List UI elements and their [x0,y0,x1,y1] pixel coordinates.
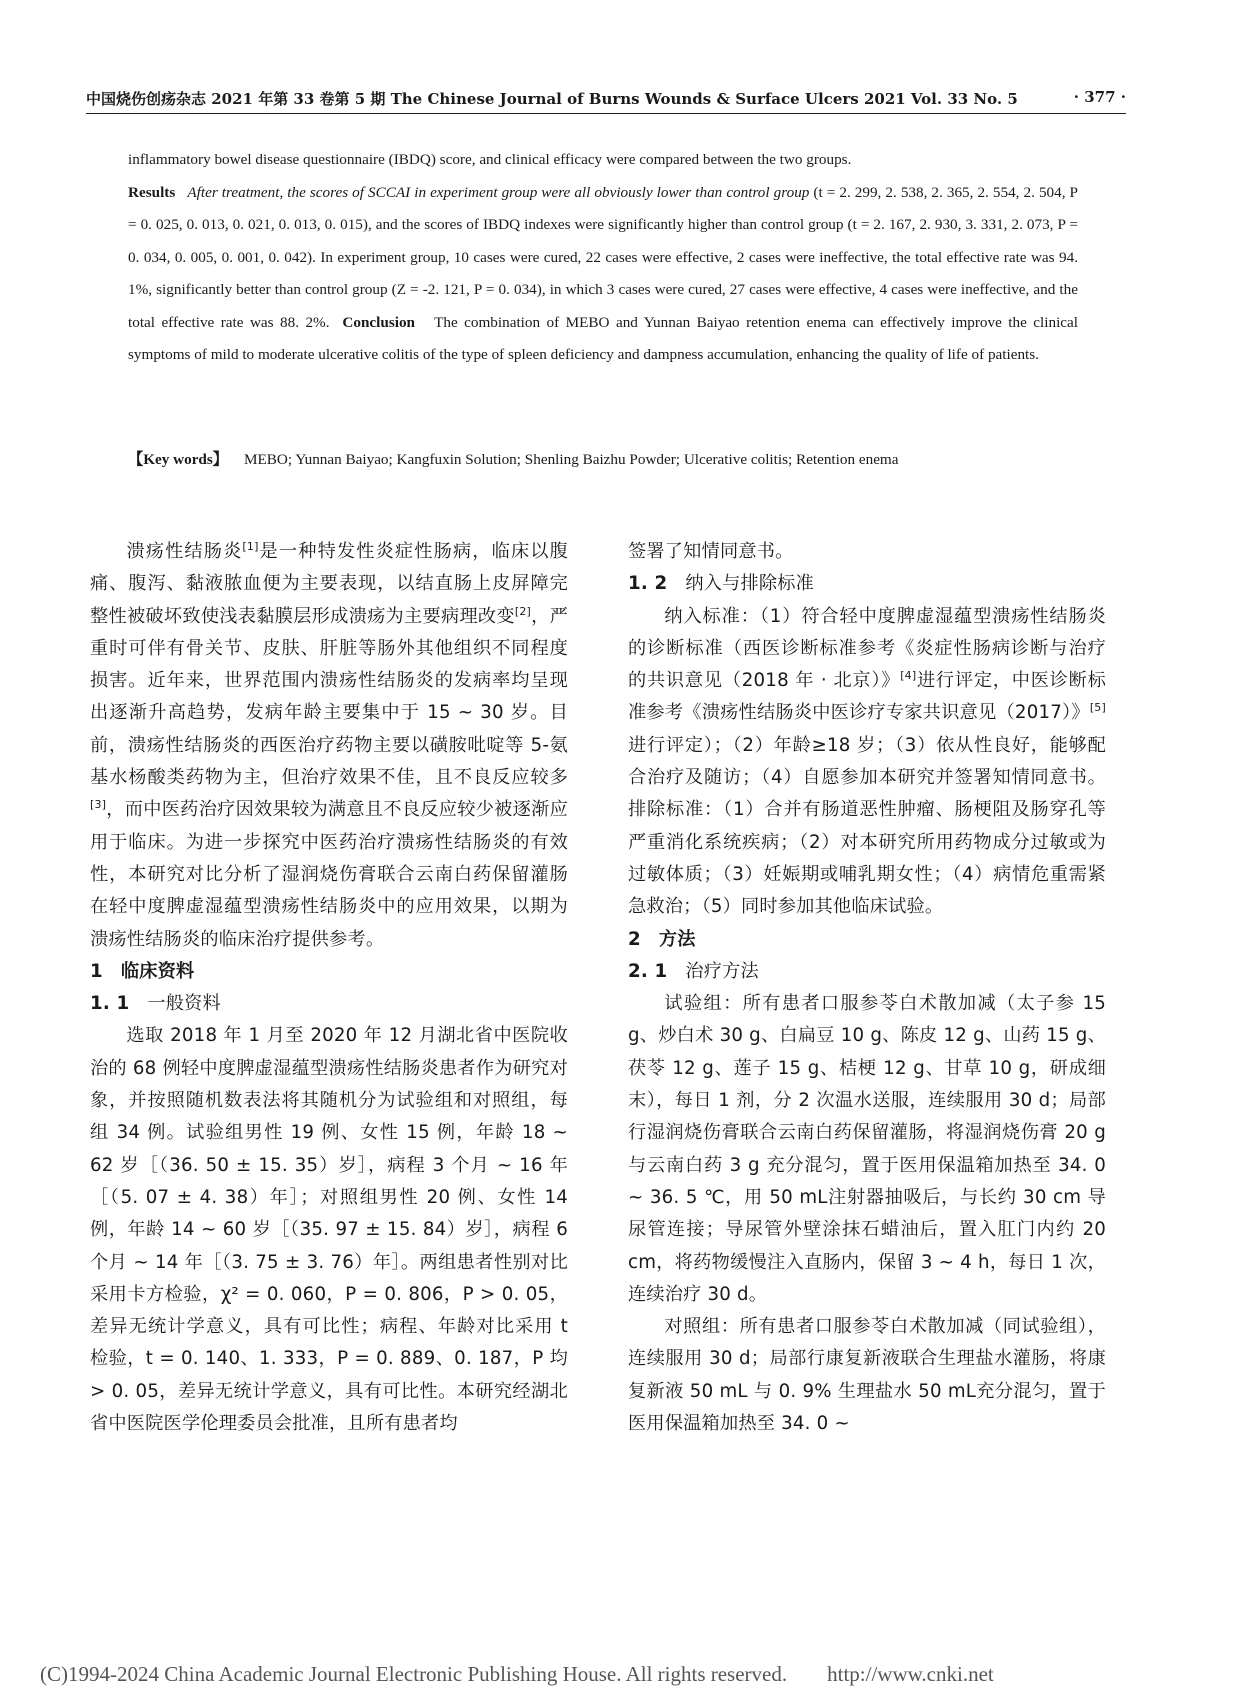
conclusion-text: The combination of MEBO and Yunnan Baiyao retention enema can effectively improve the clinical symptoms of mild to moderate ulcerative colitis of the type of spleen deficiency and dampness accumulation, enhancing the quality of life of patients. [128,313,1079,363]
control-group-paragraph: 对照组：所有患者口服参苓白术散加减（同试验组），连续服用 30 d；局部行康复新液联合生理盐水灌肠，将康复新液 50 mL 与 0. 9% 生理盐水 50 mL充分混匀，置于医用保温箱加热至 34. 0 ~ [628,1316,1106,1435]
citation-5: [5] [1089,701,1106,715]
section-heading-1: 1 临床资料 [90,960,195,982]
copyright-text: (C)1994-2024 China Academic Journal Electronic Publishing House. All rights reserved. [40,1662,788,1686]
footer-url[interactable]: http://www.cnki.net [827,1662,994,1686]
section-heading-2-1: 2. 1 治疗方法 [628,960,759,982]
section-heading-1-2: 1. 2 纳入与排除标准 [628,573,815,595]
intro-paragraph: 溃疡性结肠炎[1]是一种特发性炎症性肠病，临床以腹痛、腹泻、黏液脓血便为主要表现，以结直肠上皮屏障完整性被破坏致使浅表黏膜层形成溃疡为主要病理改变[2]，严重时可伴有骨关节、皮肤、肝脏等肠外其他组织不同程度损害。近年来，世界范围内溃疡性结肠炎的发病率均呈现出逐渐升高趋势，发病年龄主要集中于 15 ~ 30 岁。目前，溃疡性结肠炎的西医治疗药物主要以磺胺吡啶等 5-氨基水杨酸类药物为主，但治疗效果不佳，且不良反应较多[3]，而中医药治疗因效果较为满意且不良反应较少被逐渐应用于临床。为进一步探究中医药治疗溃疡性结肠炎的有效性，本研究对比分析了湿润烧伤膏联合云南白药保留灌肠在轻中度脾虚湿蕴型溃疡性结肠炎中的应用效果，以期为溃疡性结肠炎的临床治疗提供参考。 [90,539,569,950]
continued-paragraph: 签署了知情同意书。 [628,541,794,562]
running-header [86,86,1126,114]
right-column [628,536,1106,1440]
keywords-label: 【Key words】 [128,451,228,468]
section-heading-1-1: 1. 1 一般资料 [90,993,221,1015]
journal-citation: 中国烧伤创疡杂志 2021 年第 33 卷第 5 期 The Chinese Journal of Burns Wounds & Surface Ulcers 2021 Vol. 33 No. 5 [86,90,1018,108]
criteria-paragraph: 纳入标准：（1）符合轻中度脾虚湿蕴型溃疡性结肠炎的诊断标准（西医诊断标准参考《炎症性肠病诊断与治疗的共识意见（2018 年 · 北京）》[4]进行评定，中医诊断标准参考《溃疡性结肠炎中医诊疗专家共识意见（2017）》[5]进行评定）；（2）年龄≥18 岁；（3）依从性良好，能够配合治疗及随访；（4）自愿参加本研究并签署知情同意书。排除标准：（1）合并有肠道恶性肿瘤、肠梗阻及肠穿孔等严重消化系统疾病；（2）对本研究所用药物成分过敏或为过敏体质；（3）妊娠期或哺乳期女性；（4）病情危重需紧急救治；（5）同时参加其他临床试验。 [628,605,1106,918]
experiment-group-paragraph: 试验组：所有患者口服参苓白术散加减（太子参 15 g、炒白术 30 g、白扁豆 10 g、陈皮 12 g、山药 15 g、茯苓 12 g、莲子 15 g、桔梗 12 g、甘草 10 g，研成细末），每日 1 剂，分 2 次温水送服，连续服用 30 d；局部行湿润烧伤膏联合云南白药保留灌肠，将湿润烧伤膏 20 g 与云南白药 3 g 充分混匀，置于医用保温箱加热至 34. 0 ~ 36. 5 ℃，用 50 mL注射器抽吸后，与长约 30 cm 导尿管连接；导尿管外壁涂抹石蜡油后，置入肛门内约 20 cm，将药物缓慢注入直肠内，保留 3 ~ 4 h，每日 1 次，连续治疗 30 d。 [628,993,1106,1305]
results-label: Results [128,183,176,201]
keywords [128,444,1078,476]
abstract-methods-tail: inflammatory bowel disease questionnaire (IBDQ) score, and clinical efficacy were compared between the two groups. [128,151,852,168]
page-number: · 377 · [1073,88,1126,106]
citation-1: [1] [242,539,259,553]
keywords-text: MEBO; Yunnan Baiyao; Kangfuxin Solution; Shenling Baizhu Powder; Ulcerative colitis; Retention enema [243,451,899,468]
english-abstract [128,144,1078,372]
copyright-footer [40,1662,1200,1687]
citation-2: [2] [514,604,532,618]
results-text: (t = 2. 299, 2. 538, 2. 365, 2. 554, 2. 504, P = 0. 025, 0. 013, 0. 021, 0. 013, 0. 015), and the scores of IBDQ indexes were significantly higher than control group (t = 2. 167, 2. 930, 3. 331, 2. 073, P = 0. 034, 0. 005, 0. 001, 0. 042). In experiment group, 10 cases were cured, 22 cases were effective, 2 cases were ineffective, the total effective rate was 94. 1%, significantly better than control group (Z = -2. 121, P = 0. 034), in which 3 cases were cured, 27 cases were effective, 4 cases were ineffective, and the total effective rate was 88. 2%. [128,183,1079,331]
conclusion-label: Conclusion [342,313,415,331]
citation-3: [3] [90,798,107,812]
general-data-paragraph: 选取 2018 年 1 月至 2020 年 12 月湖北省中医院收治的 68 例轻中度脾虚湿蕴型溃疡性结肠炎患者作为研究对象，并按照随机数表法将其随机分为试验组和对照组，每组 34 例。试验组男性 19 例、女性 15 例，年龄 18 ~ 62 岁［（36. 50 ± 15. 35）岁］，病程 3 个月 ~ 16 年［（5. 07 ± 4. 38）年］；对照组男性 20 例、女性 14 例，年龄 14 ~ 60 岁［（35. 97 ± 15. 84）岁］，病程 6 个月 ~ 14 年［（3. 75 ± 3. 76）年］。两组患者性别对比采用卡方检验，χ² = 0. 060，P = 0. 806，P > 0. 05，差异无统计学意义，具有可比性；病程、年龄对比采用 t 检验，t = 0. 140、1. 333，P = 0. 889、0. 187，P 均 > 0. 05，差异无统计学意义，具有可比性。本研究经湖北省中医院医学伦理委员会批准，且所有患者均 [90,1025,568,1435]
results-italic: After treatment, the scores of SCCAI in experiment group were all obviously lower than control group [187,183,810,201]
left-column [90,536,568,1440]
section-heading-2: 2 方法 [628,928,696,950]
citation-4: [4] [900,669,917,683]
